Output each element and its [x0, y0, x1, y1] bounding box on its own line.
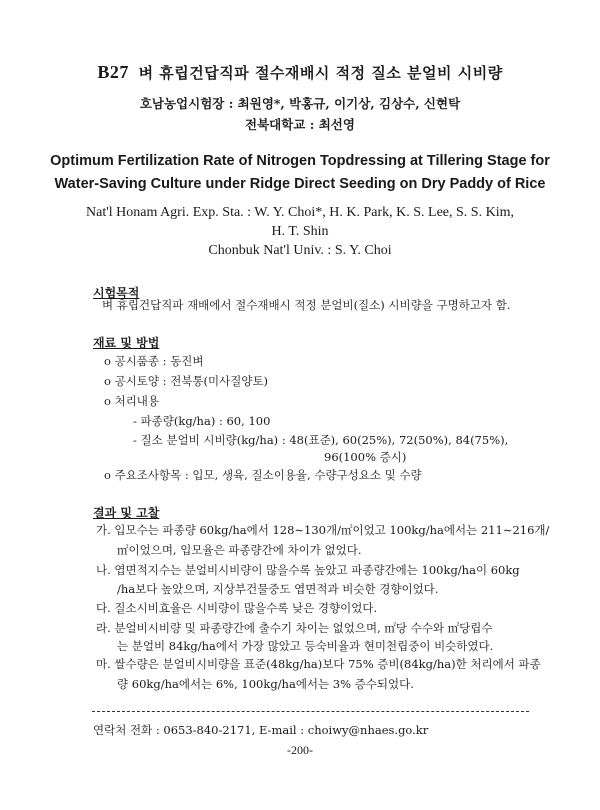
korean-authors-2: 전북대학교 : 최선영: [245, 117, 355, 132]
results-line: 라. 분얼비시비량 및 파종량간에 출수기 차이는 없었으며, ㎡당 수수와 ㎡당립수: [96, 621, 493, 635]
korean-title: [0, 62, 600, 83]
methods-item: o 공시품종 : 동진벼: [104, 354, 204, 368]
methods-heading: 재료 및 방법: [93, 336, 160, 350]
korean-title-text: 벼 휴립건답직파 절수재배시 적정 질소 분얼비 시비량: [138, 64, 503, 82]
english-affiliation-3: Chonbuk Nat'l Univ. : S. Y. Choi: [208, 243, 392, 258]
methods-item: o 처리내용: [104, 394, 160, 408]
methods-subitem: - 파종량(kg/ha) : 60, 100: [133, 414, 271, 428]
purpose-text: 벼 휴립건답직파 재배에서 절수재배시 적정 분얼비(질소) 시비량을 구명하고자 함.: [102, 298, 511, 312]
korean-authors-1: 호남농업시험장 : 최원영*, 박홍규, 이기상, 김상수, 신현탁: [139, 96, 461, 111]
purpose-heading: 시험목적: [93, 286, 140, 300]
results-line: /ha보다 높았으며, 지상부건물중도 엽면적과 비슷한 경향이었다.: [117, 582, 439, 596]
english-title-line-1: Optimum Fertilization Rate of Nitrogen Topdressing at Tillering Stage for: [50, 153, 550, 169]
english-title-line-2: Water-Saving Culture under Ridge Direct Seeding on Dry Paddy of Rice: [54, 176, 546, 192]
results-line: 마. 쌀수량은 분얼비시비량을 표준(48kg/ha)보다 75% 증비(84kg/ha)한 처리에서 파종: [96, 657, 541, 671]
results-line: 나. 엽면적지수는 분얼비시비량이 많을수록 높았고 파종량간에는 100kg/ha이 60kg: [96, 563, 520, 577]
results-line: 가. 입모수는 파종량 60kg/ha에서 128∼130개/㎡이었고 100kg/ha에서는 211∼216개/: [96, 523, 550, 537]
page-number: -200-: [287, 743, 313, 757]
methods-subitem-continuation: 96(100% 증시): [324, 450, 407, 464]
methods-subitem: - 질소 분얼비 시비량(kg/ha) : 48(표준), 60(25%), 72(50%), 84(75%),: [133, 433, 509, 447]
abstract-code: B27: [97, 62, 129, 82]
english-affiliation-1: Nat'l Honam Agri. Exp. Sta. : W. Y. Choi*, H. K. Park, K. S. Lee, S. S. Kim,: [86, 205, 514, 220]
contact-info: 연락처 전화 : 0653-840-2171, E-mail : choiwy@nhaes.go.kr: [93, 723, 429, 737]
results-line: 량 60kg/ha에서는 6%, 100kg/ha에서는 3% 증수되었다.: [117, 677, 414, 691]
results-line: 는 분얼비 84kg/ha에서 가장 많았고 등숙비율과 현미천립중이 비슷하였다.: [117, 639, 494, 653]
results-line: ㎡이었으며, 입모율은 파종량간에 차이가 없었다.: [117, 543, 362, 557]
english-affiliation-2: H. T. Shin: [271, 224, 329, 239]
results-heading: 결과 및 고찰: [93, 506, 160, 520]
footer-divider: [92, 711, 529, 712]
results-line: 다. 질소시비효율은 시비량이 많을수록 낮은 경향이었다.: [96, 601, 378, 615]
methods-item: o 공시토양 : 전북통(미사질양토): [104, 374, 269, 388]
methods-item: o 주요조사항목 : 입모, 생육, 질소이용율, 수량구성요소 및 수량: [104, 468, 422, 482]
